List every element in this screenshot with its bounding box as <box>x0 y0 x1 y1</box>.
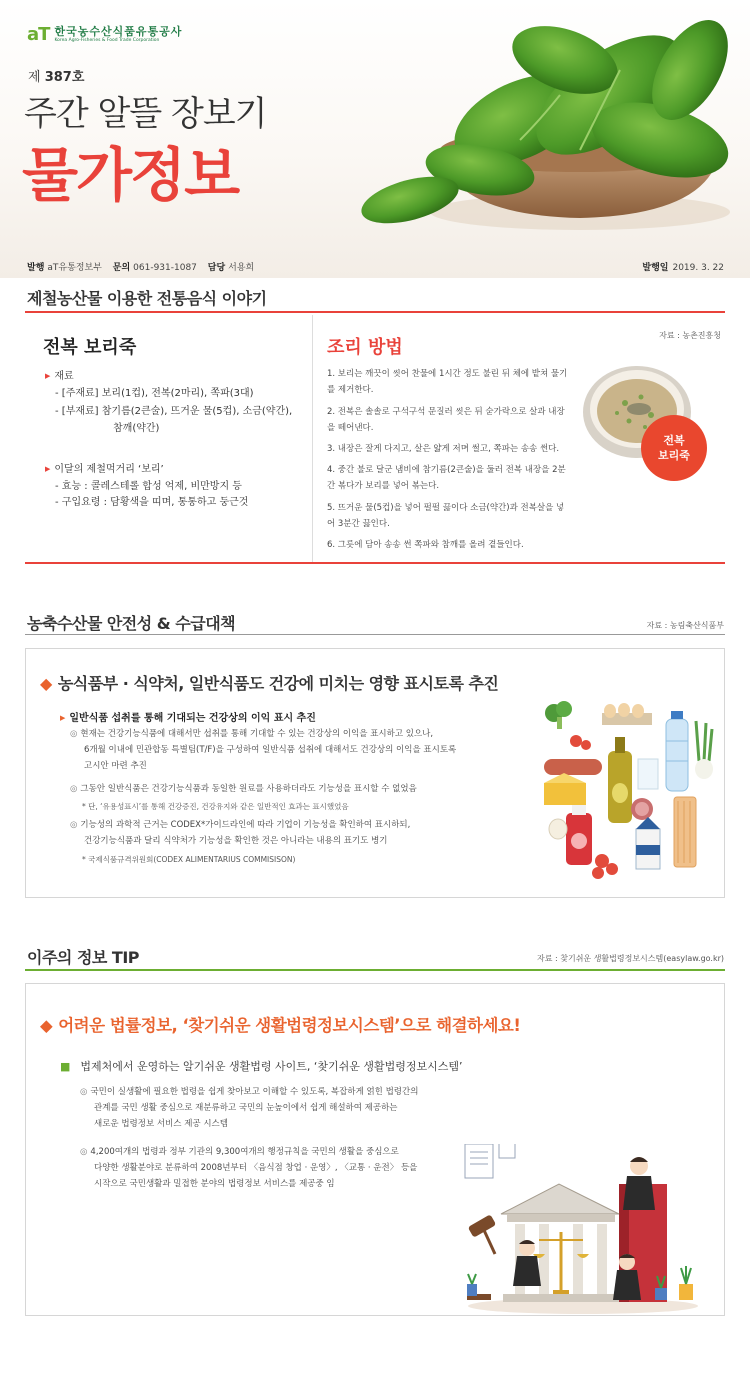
publisher-info: 발행 aT유통정보부 문의 061-931-1087 담당 서용희 <box>27 263 255 273</box>
policy-news-box <box>25 648 725 898</box>
logo-english: Korea Agro-Fisheries & Food Trade Corporation <box>54 37 160 43</box>
footnote: * 단, ‘유용성표시’를 통해 건강증진, 건강유지와 같은 일반적인 효과는 표시했었음 <box>82 802 349 811</box>
newsletter-header <box>0 0 750 278</box>
diamond-icon: ◆ <box>40 674 52 693</box>
news-subheading: ▶ 일반식품 섭취를 통해 기대되는 건강상의 이익 표시 추진 <box>60 713 316 724</box>
section3-title: 이주의 정보 TIP <box>27 948 140 967</box>
source-note: 자료 : 찾기쉬운 생활법령정보시스템(easylaw.go.kr) <box>537 954 724 963</box>
ingredient-line: 참깨(약간) <box>113 423 160 434</box>
logo-korean: 한국농수산식품유통공사 <box>54 24 183 38</box>
cooking-step: 5. 뜨거운 물(5컵)을 넣어 펄펄 끓이다 소금(약간)과 전복살을 넣어 3분간 끓인다. <box>327 503 565 529</box>
spinach-bowl-image <box>320 0 750 240</box>
page-title-line2: 물가정보 <box>22 141 239 209</box>
news-headline: ◆ 농식품부 · 식약처, 일반식품도 건강에 미치는 영향 표시토록 추진 <box>40 674 499 693</box>
triangle-icon: ▶ <box>60 714 66 722</box>
section2-divider <box>25 634 725 635</box>
section2-title: 농축수산물 안전성 & 수급대책 <box>27 614 236 633</box>
info-tip-box <box>25 983 725 1316</box>
section1-title: 제철농산물 이용한 전통음식 이야기 <box>27 289 267 308</box>
section3-divider <box>25 969 725 971</box>
news-paragraph: ◎ 기능성의 과학적 근거는 CODEX*가이드라인에 따라 기업이 기능성을 확인하여 표시하되, 건강기능식품과 달리 식약처가 기능성을 확인한 것은 아니라는 내용의 표기도 병기 <box>70 820 411 846</box>
publish-date: 발행일 2019. 3. 22 <box>642 263 724 273</box>
dish-name: 전복 보리죽 <box>43 337 137 358</box>
footnote: * 국제식품규격위원회(CODEX ALIMENTARIUS COMMISISON) <box>82 855 296 864</box>
ingredient-line: - [주재료] 보리(1컵), 전복(2마리), 쪽파(3대) <box>55 388 254 399</box>
tip-subheading: ■ 법제처에서 운영하는 알기쉬운 생활법령 사이트, ‘찾기쉬운 생활법령정보시스템’ <box>60 1060 463 1073</box>
recipe-panel <box>25 315 725 564</box>
source-note: 자료 : 농림축산식품부 <box>646 621 724 630</box>
cooking-step: 1. 보리는 깨끗이 씻어 찬물에 1시간 정도 불린 뒤 체에 밭쳐 물기를 제거한다. <box>327 369 568 395</box>
page-title-line1: 주간 알뜰 장보기 <box>24 94 267 134</box>
cooking-step: 3. 내장은 잘게 다지고, 살은 얇게 저며 썰고, 쪽파는 송송 썬다. <box>327 444 560 454</box>
tip-paragraph: ◎ 국민이 실생활에 필요한 법령을 쉽게 찾아보고 이해할 수 있도록, 복잡하게 얽힌 법령간의 관계를 국민 생활 중심으로 재분류하고 국민의 눈높이에서 쉽게 해설하여 제공하는 새로운 법령정보 서비스 제공 시스템 <box>80 1087 419 1129</box>
cooking-step: 2. 전복은 솔솔로 구석구석 문질러 씻은 뒤 숟가락으로 살과 내장을 떼어낸다. <box>327 407 565 433</box>
ingredients-heading: ▶ 재료 <box>45 367 74 382</box>
diamond-icon: ◆ <box>40 1016 53 1035</box>
issue-number: 제 387호 <box>28 70 85 85</box>
logo <box>27 24 182 45</box>
cooking-method <box>313 315 725 562</box>
ingredient-line: - [부재료] 참기름(2큰술), 뜨거운 물(5컵), 소금(약간), <box>55 406 293 417</box>
method-title: 조리 방법 <box>327 337 403 358</box>
cooking-step: 4. 중간 불로 달군 냄비에 참기름(2큰술)을 둘러 전복 내장을 2분간 볶다가 보리를 넣어 볶는다. <box>327 465 566 491</box>
recipe-info <box>25 315 313 562</box>
section1-divider <box>25 311 725 313</box>
news-paragraph: ◎ 그동안 일반식품은 건강기능식품과 동일한 원료를 사용하더라도 기능성을 표시할 수 없었음 <box>70 784 417 794</box>
dish-badge: 전복 보리죽 <box>641 415 707 481</box>
produce-line: - 효능 : 콜레스테롤 합성 억제, 비만방지 등 <box>55 481 242 492</box>
produce-line: - 구입요령 : 담황색을 띠며, 통통하고 둥근것 <box>55 497 249 508</box>
square-icon: ■ <box>60 1060 71 1073</box>
logo-mark: aT <box>27 24 50 45</box>
grocery-illustration <box>514 701 714 881</box>
produce-heading: ▶ 이달의 제철먹거리 ‘보리’ <box>45 460 164 475</box>
news-paragraph: ◎ 현재는 건강기능식품에 대해서만 섭취를 통해 기대할 수 있는 건강상의 이익을 표시하고 있으나, 6개월 이내에 민관합동 특별팀(T/F)을 구성하여 일반식품 섭취에 대해서도 건강상의 이익을 표시토록 고시안 마련 추진 <box>70 729 457 771</box>
cooking-step: 6. 그릇에 담아 송송 썬 쪽파와 참깨를 올려 곁들인다. <box>327 540 524 550</box>
source-note: 자료 : 농촌진흥청 <box>659 331 721 340</box>
tip-headline: ◆ 어려운 법률정보, ‘찾기쉬운 생활법령정보시스템’으로 해결하세요! <box>40 1016 521 1035</box>
law-illustration <box>459 1144 707 1314</box>
tip-paragraph: ◎ 4,200여개의 법령과 정부 기관의 9,300여개의 행정규칙을 국민의 생활을 중심으로 다양한 생활분야로 분류하여 2008년부터 〈음식점 창업 · 운영〉, 〈교통 · 운전〉 등을 시작으로 국민생활과 밀접한 분야의 법령정보 서비스를 제공중 임 <box>80 1147 418 1189</box>
